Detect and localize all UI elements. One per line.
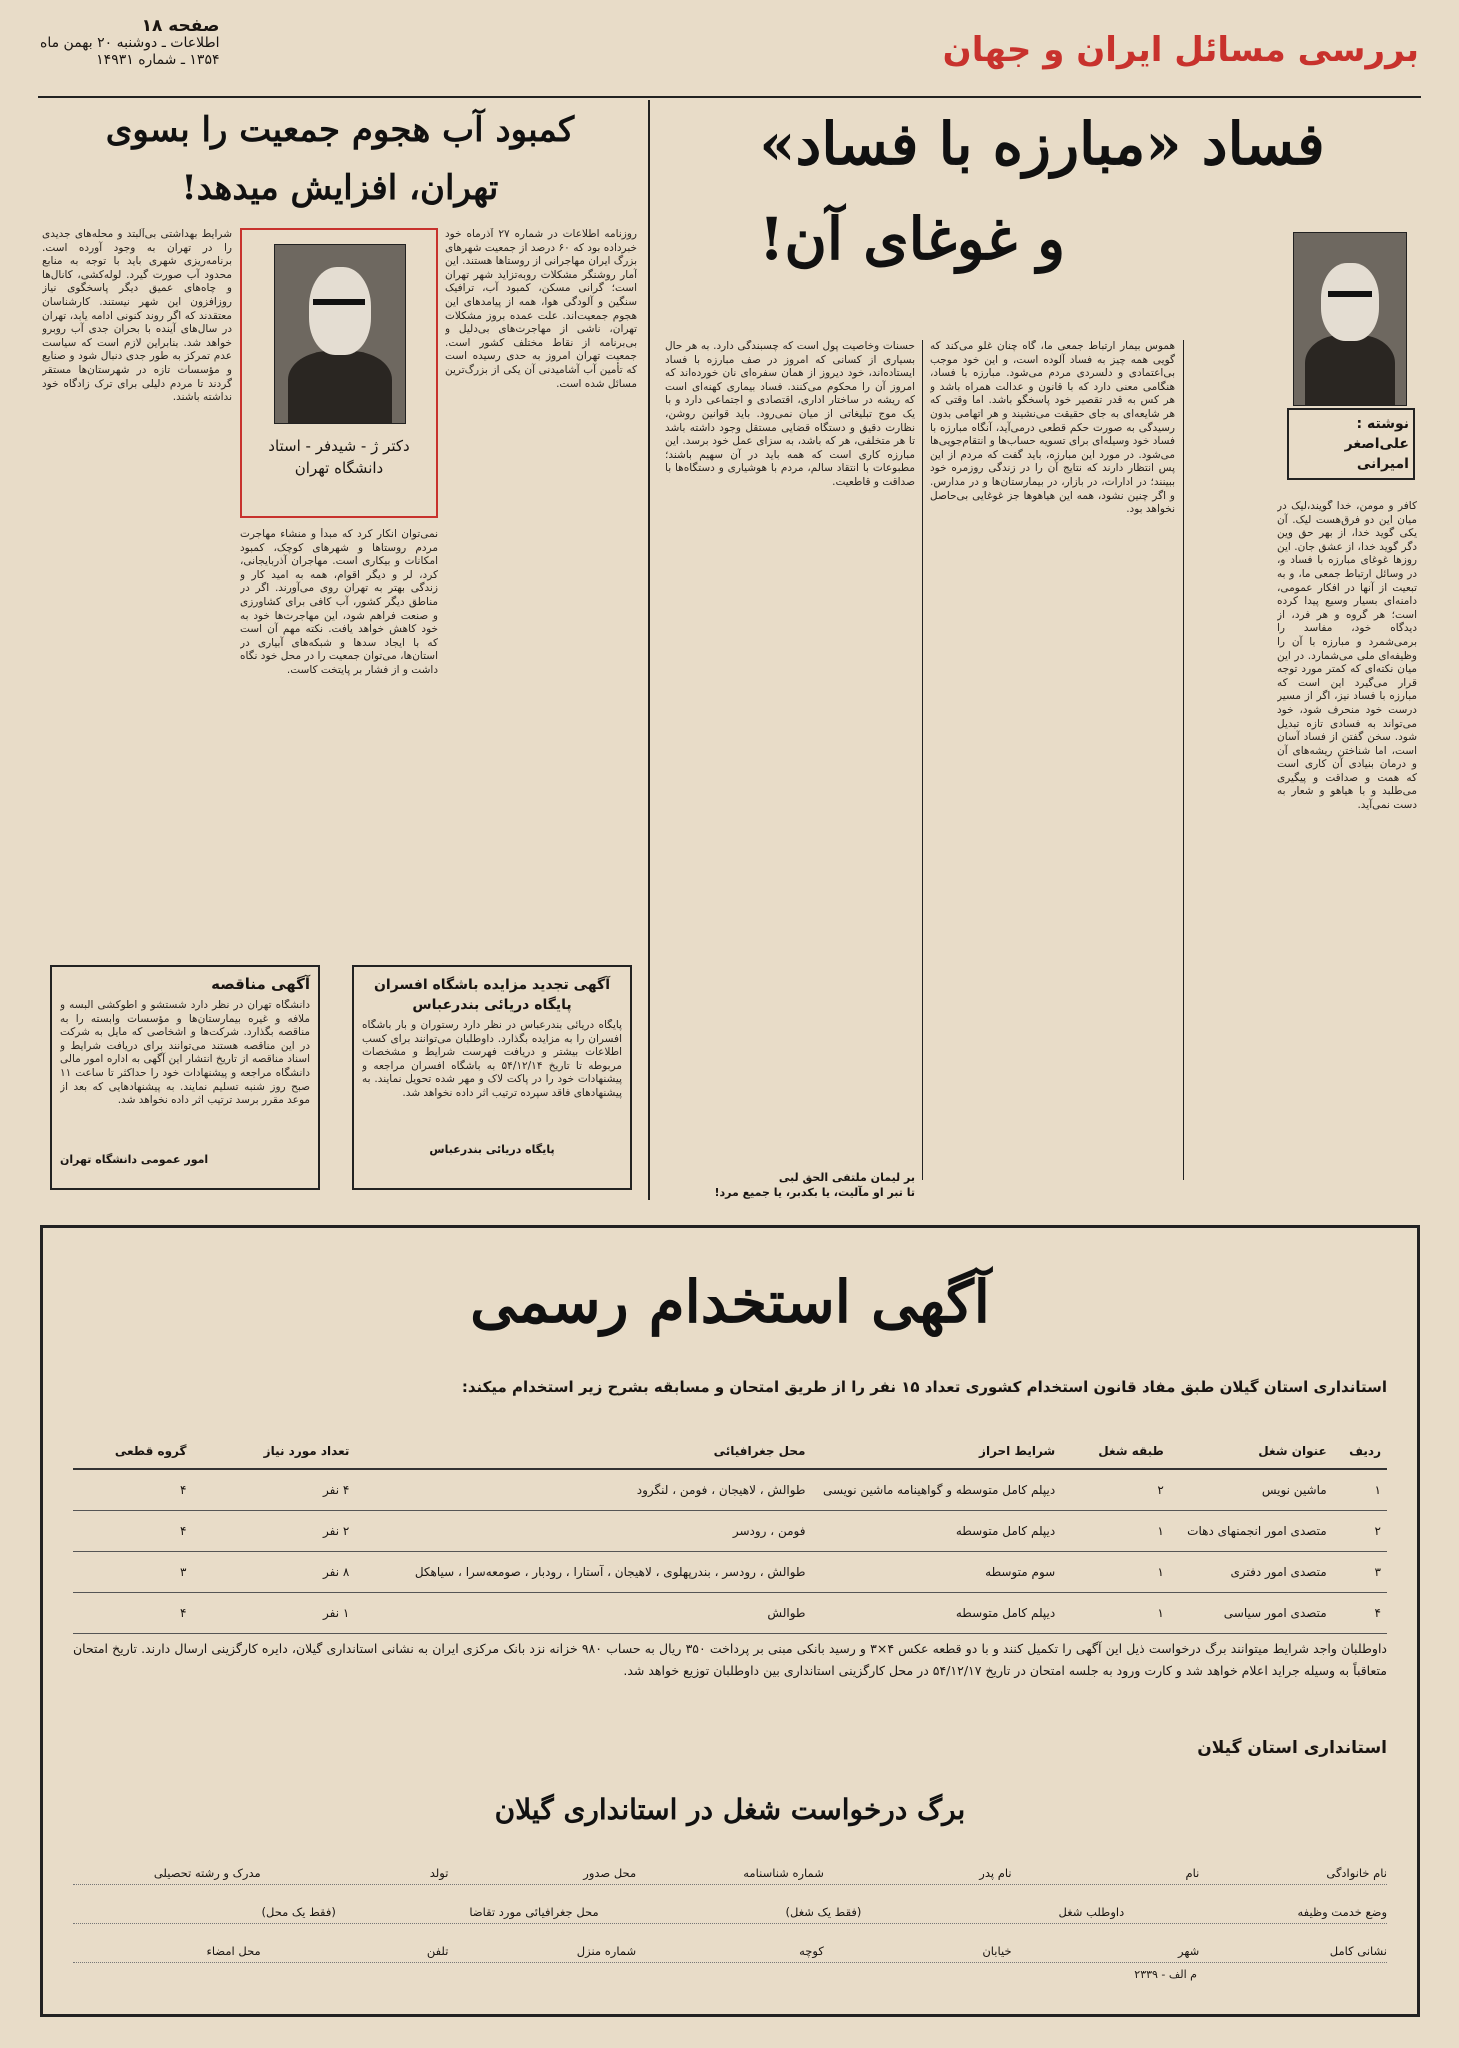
cell-location: طوالش [355, 1593, 811, 1634]
table-row [73, 1593, 1387, 1634]
field-location-note: (فقط یک محل) [261, 1905, 336, 1919]
cell-group: ۴ [73, 1511, 192, 1552]
employment-intro: استانداری استان گیلان طبق مفاد قانون استخدام کشوری تعداد ۱۵ نفر را از طریق امتحان و مسابقه بشرح زیر استخدام میکند: [461, 1378, 1387, 1396]
cell-count: ۸ نفر [192, 1552, 355, 1593]
header-index: ردیف [1333, 1434, 1387, 1469]
column-rule [1183, 340, 1184, 1180]
cell-group: ۳ [73, 1552, 192, 1593]
field-military-status[interactable]: وضع خدمت وظیفه [1297, 1905, 1387, 1919]
cell-index: ۳ [1333, 1552, 1387, 1593]
cell-count: ۴ نفر [192, 1469, 355, 1511]
form-row-address [73, 1924, 1387, 1963]
cell-location: فومن ، رودسر [355, 1511, 811, 1552]
caption-line-2: دانشگاه تهران [294, 459, 384, 477]
field-issue-place[interactable]: محل صدور [583, 1866, 637, 1880]
cell-job-class: ۱ [1061, 1593, 1170, 1634]
field-street[interactable]: خیابان [982, 1944, 1012, 1958]
right-article-column-2: هموس بیمار ارتباط جمعی ما، گاه چنان غلو می‌کند که گویی همه چیز به فساد آلوده است، و این خود موجب بی‌اعتمادی و دلسردی مردم می‌شود. مبارزه با فساد، هنگامی معنی دارد که با قانون و عدالت همراه باشد و هر کس به قدر تقصیر خود پاسخگو باشد. اما وقتی که هر شایعه‌ای به جای حقیقت می‌نشیند و هر اتهامی بدون رسیدگی به صورت حکم قطعی درمی‌آید، آنگاه مبارزه با فساد خود وسیله‌ای برای تسویه حساب‌ها و انتقام‌جویی‌ها می‌شود. در مورد این مبارزه، باید گفت که مردم از این پس انتظار دارند که نتایج آن را در زندگی روزمره خود ببینند؛ در ادارات، در بازار، در بیمارستان‌ها و در مدارس. و اگر چنین نشود، همه این هیاهوها جز غوغایی بی‌حاصل نخواهد بود. [930, 340, 1175, 516]
tender-ad-signature: امور عمومی دانشگاه تهران [60, 1153, 209, 1166]
page-number: صفحه ۱۸ [141, 16, 220, 36]
field-education[interactable]: مدرک و رشته تحصیلی [153, 1866, 261, 1880]
cell-index: ۴ [1333, 1593, 1387, 1634]
field-id-number[interactable]: شماره شناسنامه [743, 1866, 824, 1880]
cell-group: ۴ [73, 1593, 192, 1634]
auction-ad-title [362, 975, 622, 1015]
field-father-name[interactable]: نام پدر [979, 1866, 1012, 1880]
tender-ad-body: دانشگاه تهران در نظر دارد شستشو و اطوکشی البسه و ملافه و غیره بیمارستان‌ها و مؤسسات وابسته را به مناقصه بگذارد. شرکت‌ها و اشخاصی که مایل به شرکت در این مناقصه هستند می‌توانند برای دریافت شرایط و اسناد مناقصه از تاریخ انتشار این آگهی به اداره امور مالی دانشگاه مراجعه و پیشنهادات خود را حداکثر تا ساعت ۱۱ صبح روز شنبه تسلیم نمایند. به پیشنهادهایی که بعد از موعد مقرر برسد ترتیب اثر داده نخواهد شد. [60, 999, 310, 1107]
header-group: گروه قطعی [73, 1434, 192, 1469]
field-job-applied[interactable]: داوطلب شغل [1058, 1905, 1125, 1919]
cell-index: ۲ [1333, 1511, 1387, 1552]
ad-code: م الف - ۲۳۳۹ [1134, 1968, 1197, 1981]
header-rule [38, 96, 1421, 98]
article-closing-verse [665, 1170, 915, 1200]
cell-index: ۱ [1333, 1469, 1387, 1511]
field-city[interactable]: شهر [1177, 1944, 1200, 1958]
cell-count: ۱ نفر [192, 1593, 355, 1634]
cell-requirements: دیپلم کامل متوسطه [811, 1511, 1061, 1552]
application-form [73, 1846, 1387, 1963]
header-location: محل جغرافیائی [355, 1434, 811, 1469]
byline-label: نوشته : [1356, 416, 1409, 432]
auction-title-line-2: پایگاه دریائی بندرعباس [412, 997, 572, 1013]
left-article-column-2: نمی‌توان انکار کرد که مبدأ و منشاء مهاجرت مردم روستاها و شهرهای کوچک، کمبود امکانات و بیکاری است. مهاجران آذربایجانی، کرد، لر و دیگر اقوام، همه به امید کار و زندگی بهتر به تهران روی می‌آورند. اگر در مناطق دیگر کشور، آب کافی برای کشاورزی و صنعت فراهم شود، این مهاجرت‌ها خود به خود کاهش خواهد یافت. نکته مهم آن است که با ایجاد سدها و شبکه‌های آبیاری در استان‌ها، می‌توان جمعیت را در محل خود نگاه داشت و از فشار بر پایتخت کاست. [240, 528, 438, 676]
field-job-note: (فقط یک شغل) [785, 1905, 862, 1919]
cell-count: ۲ نفر [192, 1511, 355, 1552]
cell-location: طوالش ، رودسر ، بندرپهلوی ، لاهیجان ، آستارا ، رودبار ، صومعه‌سرا ، سیاهکل [355, 1552, 811, 1593]
form-row-personal [73, 1846, 1387, 1885]
table-header-row [73, 1434, 1387, 1469]
field-signature[interactable]: محل امضاء [206, 1944, 261, 1958]
table-row [73, 1511, 1387, 1552]
column-rule [922, 340, 923, 1180]
left-article-column-3: شرایط بهداشتی بی‌آلبتد و محله‌های جدیدی را در تهران به وجود آورده است. برنامه‌ریزی شهری باید با توجه به منابع محدود آب صورت گیرد. لوله‌کشی، کانال‌ها و چاه‌های عمیق دیگر پاسخگوی نیاز روزافزون این شهر نیستند. کارشناسان معتقدند که اگر روند کنونی ادامه یابد، تهران در سال‌های آینده با بحران جدی آب روبرو خواهد شد. بنابراین لازم است که سیاست عدم تمرکز به طور جدی دنبال شود و صنایع و مؤسسات تازه در شهرستان‌ها مستقر گردند تا مردم دلیلی برای ترک زادگاه خود نداشته باشند. [42, 228, 232, 404]
cell-job-title: متصدی امور سیاسی [1170, 1593, 1333, 1634]
positions-table-wrap [73, 1434, 1387, 1634]
employment-ad [40, 1225, 1420, 2017]
header-count: تعداد مورد نیاز [192, 1434, 355, 1469]
form-row-job [73, 1885, 1387, 1924]
positions-table [73, 1434, 1387, 1634]
right-article-column-1: کافر و مومن، خدا گویند،لیک در میان این دو فرق‌هست لیک. آن یکی گوید خدا، از بهر حق وین دگر گوید خدا، از عشق جان. این روزها غوغای مبارزه با فساد و، در وسائل ارتباط جمعی ما، و به تبعیت از آنها در افکار عمومی، دامنه‌ای بسیار وسیع پیدا کرده است؛ هر گروه و هر فرد، از دیدگاه خود، مفاسد را برمی‌شمرد و مبارزه با آن را وظیفه‌ای ملی می‌شمارد. در این میان نکته‌ای که کمتر مورد توجه قرار می‌گیرد این است که مبارزه با فساد نیز، اگر از مسیر درست خود منحرف شود، خود می‌تواند به فسادی تازه تبدیل شود. سخن گفتن از فساد آسان است، اما شناختن ریشه‌های آن و درمان بنیادی آن کاری است که همت و صداقت و پیگیری می‌طلبد و با هیاهو و شعار به دست نمی‌آید. [1277, 500, 1417, 812]
right-article-title-line2: و غوغای آن! [758, 205, 1066, 273]
left-article-title-line1: کمبود آب هجوم جمعیت را بسوی [105, 110, 575, 150]
issue-info [40, 18, 219, 69]
field-first-name[interactable]: نام [1185, 1866, 1200, 1880]
photo-caption [246, 435, 432, 479]
auction-ad-body: پایگاه دریائی بندرعباس در نظر دارد رستوران و بار باشگاه افسران را به مزایده بگذارد. داوطلبان می‌توانند برای کسب اطلاعات بیشتر و دریافت فهرست شرایط و مشخصات مربوطه تا تاریخ ۵۴/۱۲/۱۴ به باشگاه افسران مراجعه و پیشنهادات خود را در پاکت لاک و مهر شده تحویل نمایند. به پیشنهادهای فاقد سپرده ترتیب اثر داده نخواهد شد. [362, 1019, 622, 1099]
byline [1287, 408, 1415, 480]
field-phone[interactable]: تلفن [426, 1944, 449, 1958]
cell-requirements: دیپلم کامل متوسطه [811, 1593, 1061, 1634]
byline-name: علی‌اصغر امیرانی [1344, 436, 1409, 472]
table-row [73, 1552, 1387, 1593]
field-birth[interactable]: تولد [429, 1866, 449, 1880]
auction-ad-signature: پایگاه دریائی بندرعباس [429, 1143, 555, 1156]
tender-ad [50, 965, 320, 1190]
cell-job-title: متصدی امور دفتری [1170, 1552, 1333, 1593]
header-requirements: شرایط احراز [811, 1434, 1061, 1469]
cell-job-title: متصدی امور انجمنهای دهات [1170, 1511, 1333, 1552]
header-job-title: عنوان شغل [1170, 1434, 1333, 1469]
cell-requirements: دیپلم کامل متوسطه و گواهینامه ماشین نویسی [811, 1469, 1061, 1511]
author-photo [1293, 232, 1407, 406]
employment-title: آگهی استخدام رسمی [470, 1268, 990, 1336]
application-form-title: برگ درخواست شغل در استانداری گیلان [494, 1793, 966, 1826]
header-job-class: طبقه شغل [1061, 1434, 1170, 1469]
verse-line-2: تا تبر او مآلیت، یا بکدبر، یا جمیع مرد! [714, 1186, 915, 1199]
auction-ad [352, 965, 632, 1190]
professor-photo-frame [240, 228, 438, 518]
issue-date: اطلاعات ـ دوشنبه ۲۰ بهمن ماه [40, 35, 220, 51]
auction-title-line-1: آگهی تجدید مزایده باشگاه افسران [373, 977, 611, 993]
section-title: بررسی مسائل ایران و جهان [942, 30, 1419, 70]
field-last-name[interactable]: نام خانوادگی [1326, 1866, 1387, 1880]
left-article-title-line2: تهران، افزایش میدهد! [181, 168, 499, 208]
professor-photo [274, 244, 406, 424]
issue-number: ۱۳۵۴ ـ شماره ۱۴۹۳۱ [96, 52, 220, 68]
article-divider [648, 100, 650, 1200]
verse-line-1: بر لیمان ملتفی الحق لبی [778, 1171, 915, 1184]
caption-line-1: دکتر ژ - شیدفر - استاد [268, 437, 410, 455]
tender-ad-title: آگهی مناقصه [211, 975, 310, 993]
table-row [73, 1469, 1387, 1511]
right-article-title-line1: فساد «مبارزه با فساد» [759, 110, 1325, 178]
cell-location: طوالش ، لاهیجان ، فومن ، لنگرود [355, 1469, 811, 1511]
left-article-column-1: روزنامه اطلاعات در شماره ۲۷ آذرماه خود خبرداده بود که ۶۰ درصد از جمعیت شهرهای بزرگ ایران مهاجرانی از روستاها هستند. این آمار روشنگر مشکلات روبه‌تزاید شهر تهران است؛ گرانی مسکن، کمبود آب، ترافیک سنگین و آلودگی هوا، همه از پیامدهای این هجوم جمعیت‌اند. علت عمده بروز مشکلات تهران، ناشی از مهاجرت‌های بی‌دلیل و بی‌برنامه از نقاط مختلف کشور است. جمعیت تهران امروز به حدی رسیده است که تأمین آب آشامیدنی آن یکی از بزرگ‌ترین مسائل شده است. [445, 228, 637, 390]
field-full-address[interactable]: نشانی کامل [1329, 1944, 1387, 1958]
cell-job-class: ۱ [1061, 1552, 1170, 1593]
field-house-number[interactable]: شماره منزل [576, 1944, 637, 1958]
cell-requirements: سوم متوسطه [811, 1552, 1061, 1593]
field-location-requested[interactable]: محل جغرافیائی مورد تقاضا [469, 1905, 599, 1919]
cell-job-class: ۱ [1061, 1511, 1170, 1552]
right-article-column-3: حسنات وخاصیت پول است که چسبندگی دارد. به هر حال بسیاری از کسانی که امروز در صف مبارزه با فساد ایستاده‌اند، خود دیروز از همان سفره‌ای نان خورده‌اند که امروز آن را محکوم می‌کنند. فساد بیماری کهنه‌ای است که ریشه در ساختار اداری، اقتصادی و اجتماعی دارد و با یک موج تبلیغاتی از میان نمی‌رود. باید قوانین روشن، نظارت دقیق و دستگاه قضایی مستقل وجود داشته باشد تا هر متخلفی، هر که باشد، به سزای عمل خود برسد. این مبارزه کاری است که همه باید در آن سهیم باشند؛ مطبوعات با انتقاد سالم، مردم با هوشیاری و دستگاه‌ها با صداقت و قاطعیت. [665, 340, 915, 488]
field-alley[interactable]: کوچه [799, 1944, 824, 1958]
employment-signature: استانداری استان گیلان [1197, 1738, 1387, 1758]
employment-note: داوطلبان واجد شرایط میتوانند برگ درخواست ذیل این آگهی را تکمیل کنند و با دو قطعه عکس ۴×۳ و رسید بانکی مبنی بر پرداخت ۳۵۰ ریال به حساب ۹۸۰ خزانه نزد بانک مرکزی ایران به نشانی استانداری گیلان، دایره کارگزینی ارسال دارند. تاریخ امتحان متعاقباً به وسیله جراید اعلام خواهد شد و کارت ورود به جلسه امتحان در تاریخ ۵۴/۱۲/۱۷ در محل کارگزینی استانداری بین داوطلبان توزیع خواهد شد. [73, 1641, 1387, 1678]
cell-job-title: ماشین نویس [1170, 1469, 1333, 1511]
cell-group: ۴ [73, 1469, 192, 1511]
cell-job-class: ۲ [1061, 1469, 1170, 1511]
